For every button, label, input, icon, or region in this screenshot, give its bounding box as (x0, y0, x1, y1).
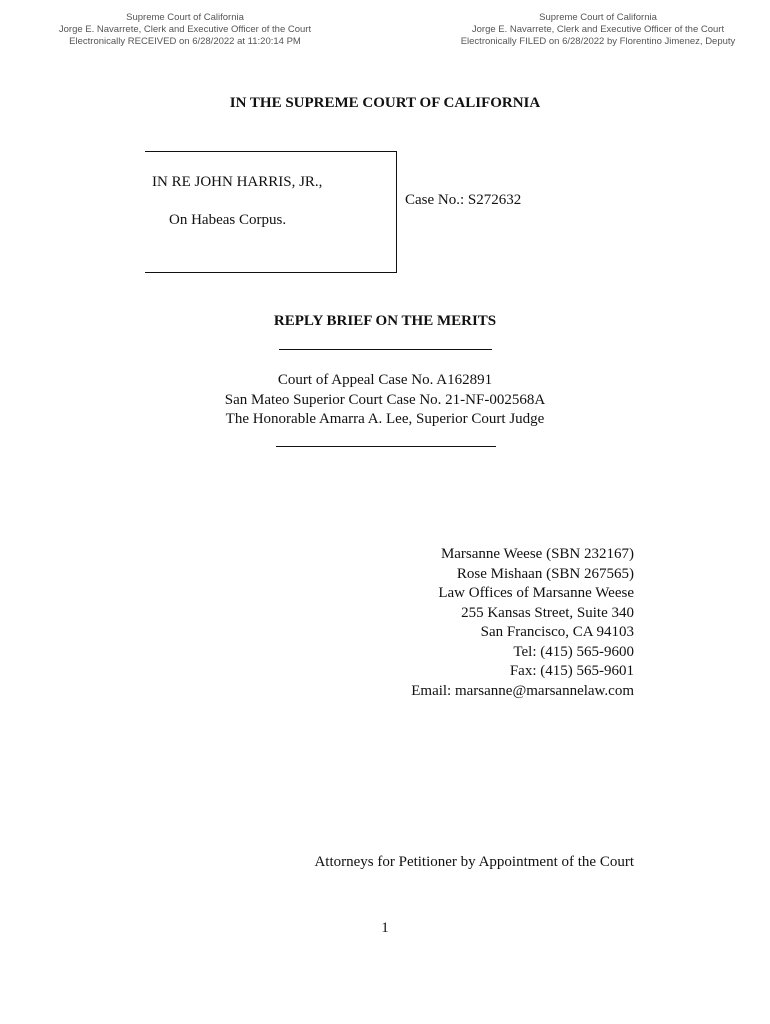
attorney-2: Rose Mishaan (SBN 267565) (456, 565, 634, 582)
attorneys-for: Attorneys for Petitioner by Appointment of the Court (314, 854, 634, 870)
title-divider (279, 349, 492, 350)
city-state-zip: San Francisco, CA 94103 (480, 624, 634, 640)
page-number: 1 (381, 920, 389, 936)
filed-stamp-date: Electronically FILED on 6/28/2022 by Florentino Jimenez, Deputy (460, 36, 736, 47)
received-stamp-clerk: Jorge E. Navarrete, Clerk and Executive Officer of the Court (58, 24, 312, 35)
received-stamp-court: Supreme Court of California (126, 12, 244, 23)
received-stamp-date: Electronically RECEIVED on 6/28/2022 at 11:20:14 PM (69, 36, 301, 47)
telephone: Tel: (415) 565-9600 (513, 643, 634, 660)
caption-party: IN RE JOHN HARRIS, JR., (152, 174, 323, 190)
filed-stamp-court: Supreme Court of California (539, 12, 657, 23)
appeal-case-number: Court of Appeal Case No. A162891 (277, 372, 493, 388)
trial-judge: The Honorable Amarra A. Lee, Superior Court Judge (225, 411, 545, 427)
case-caption-box (145, 151, 397, 273)
case-number: Case No.: S272632 (405, 192, 522, 208)
lower-court-divider (276, 446, 496, 447)
caption-proceeding: On Habeas Corpus. (169, 212, 287, 228)
brief-title: REPLY BRIEF ON THE MERITS (273, 313, 497, 329)
attorney-1: Marsanne Weese (SBN 232167) (440, 546, 634, 562)
email: Email: marsanne@marsannelaw.com (411, 682, 634, 699)
lower-court-info (0, 371, 770, 430)
superior-case-number: San Mateo Superior Court Case No. 21-NF-002568A (224, 391, 546, 408)
filed-stamp-clerk: Jorge E. Navarrete, Clerk and Executive Officer of the Court (471, 24, 725, 35)
street-address: 255 Kansas Street, Suite 340 (461, 604, 634, 621)
court-title: IN THE SUPREME COURT OF CALIFORNIA (229, 95, 541, 111)
law-firm: Law Offices of Marsanne Weese (438, 585, 634, 601)
fax: Fax: (415) 565-9601 (509, 663, 634, 679)
counsel-block (411, 545, 634, 701)
received-stamp (40, 12, 330, 48)
filed-stamp (448, 12, 748, 48)
